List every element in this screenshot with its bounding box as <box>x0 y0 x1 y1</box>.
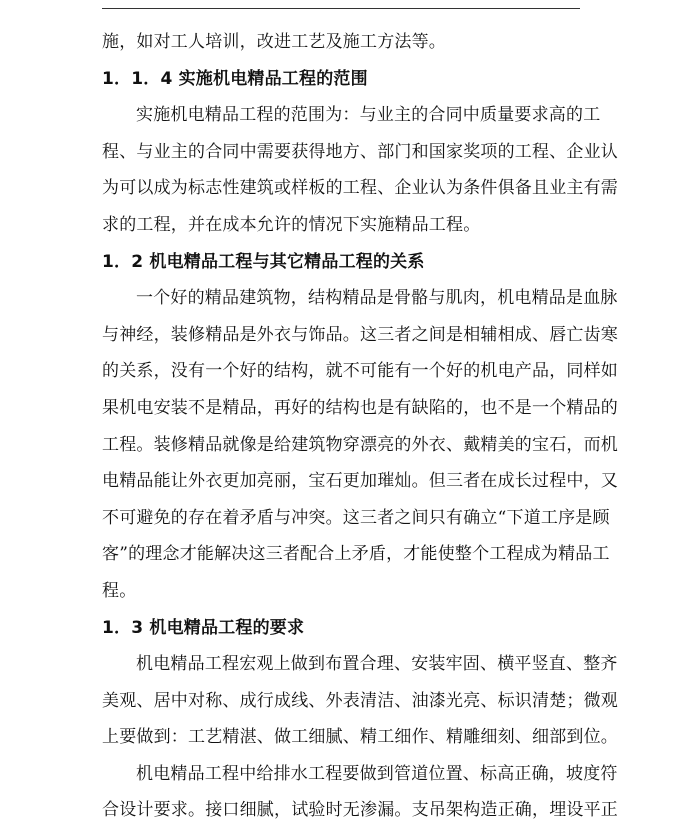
paragraph-line: 上要做到：工艺精湛、做工细腻、精工细作、精雕细刻、细部到位。 <box>102 727 618 748</box>
paragraph-line: 合设计要求。接口细腻，试验时无渗漏。支吊架构造正确，埋设平正 <box>102 800 618 821</box>
page-header-rule <box>102 8 580 9</box>
section-heading: 1．3 机电精品工程的要求 <box>102 617 305 638</box>
paragraph-line: 施，如对工人培训，改进工艺及施工方法等。 <box>102 32 446 52</box>
paragraph-line: 不可避免的存在着矛盾与冲突。这三者之间只有确立“下道工序是顾 <box>102 507 610 528</box>
paragraph-line: 程。 <box>102 580 137 601</box>
paragraph-line: 为可以成为标志性建筑或样板的工程、企业认为条件俱备且业主有需 <box>102 178 618 199</box>
section-heading: 1．2 机电精品工程与其它精品工程的关系 <box>102 251 425 272</box>
paragraph-first-line: 一个好的精品建筑物，结构精品是骨骼与肌肉，机电精品是血脉 <box>136 288 618 309</box>
paragraph-line: 与神经，装修精品是外衣与饰品。这三者之间是相辅相成、唇亡齿寒 <box>102 324 618 345</box>
paragraph-line: 工程。装修精品就像是给建筑物穿漂亮的外衣、戴精美的宝石，而机 <box>102 434 618 455</box>
section-heading: 1．1．4 实施机电精品工程的范围 <box>102 68 368 89</box>
document-body <box>102 24 618 829</box>
paragraph-line: 果机电安装不是精品，再好的结构也是有缺陷的，也不是一个精品的 <box>102 397 618 418</box>
paragraph-line: 客”的理念才能解决这三者配合上矛盾，才能使整个工程成为精品工 <box>102 544 610 565</box>
paragraph-first-line: 机电精品工程中给排水工程要做到管道位置、标高正确，坡度符 <box>136 763 618 784</box>
paragraph-line: 的关系，没有一个好的结构，就不可能有一个好的机电产品，同样如 <box>102 361 618 382</box>
paragraph-line: 美观、居中对称、成行成线、外表清洁、油漆光亮、标识清楚；微观 <box>102 690 618 711</box>
paragraph-line: 程、与业主的合同中需要获得地方、部门和国家奖项的工程、企业认 <box>102 141 618 162</box>
paragraph-first-line: 实施机电精品工程的范围为：与业主的合同中质量要求高的工 <box>136 105 601 126</box>
paragraph-line: 求的工程，并在成本允许的情况下实施精品工程。 <box>102 214 481 235</box>
paragraph-line: 电精品能让外衣更加亮丽，宝石更加璀灿。但三者在成长过程中，又 <box>102 471 618 492</box>
paragraph-first-line: 机电精品工程宏观上做到布置合理、安装牢固、横平竖直、整齐 <box>136 654 618 675</box>
